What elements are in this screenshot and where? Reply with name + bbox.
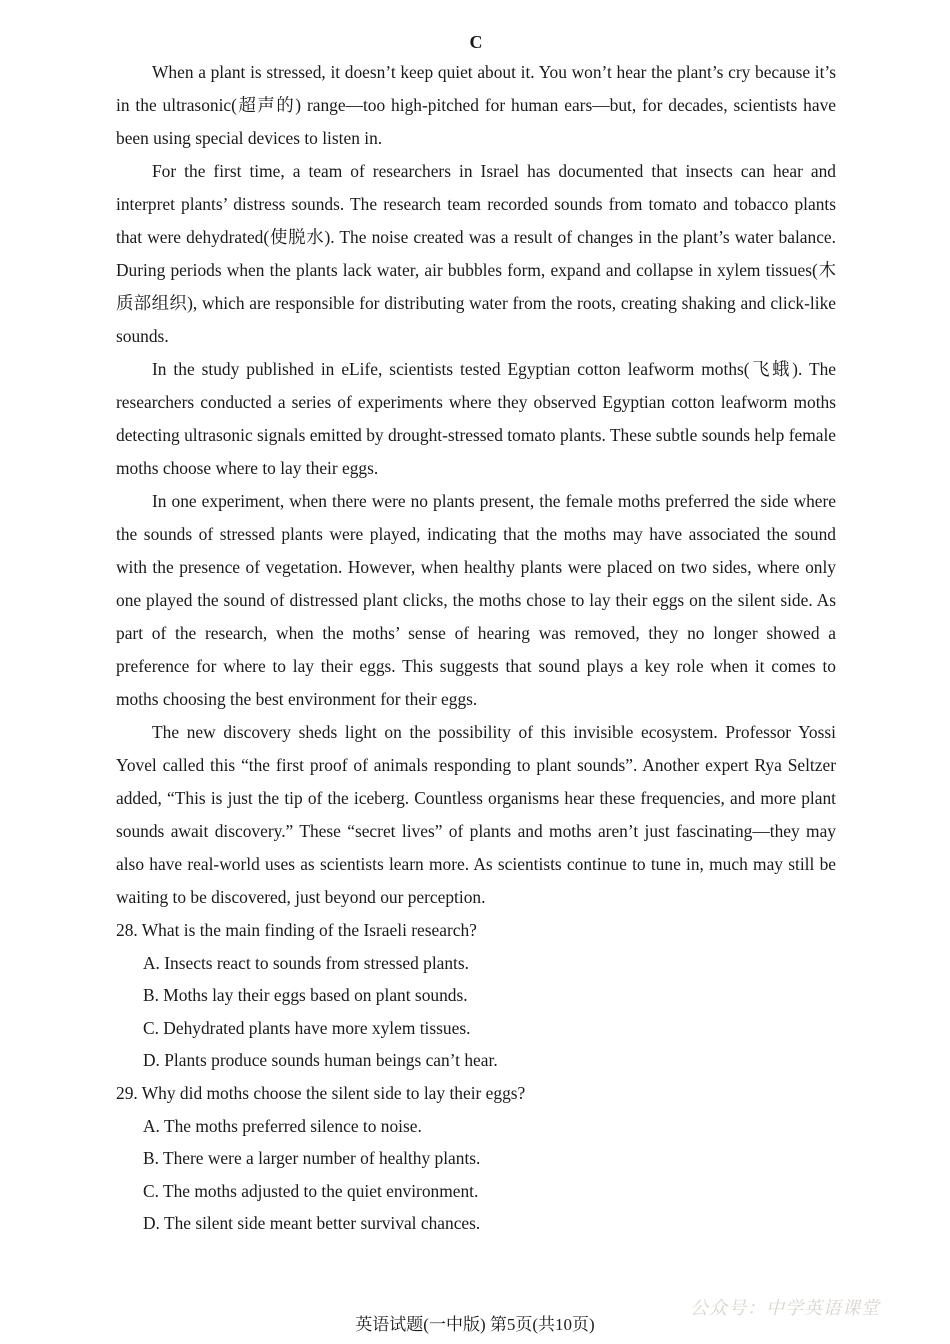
question-option-c: C. Dehydrated plants have more xylem tissues.: [143, 1017, 471, 1038]
question-28: [116, 914, 836, 1077]
question-option-c: C. The moths adjusted to the quiet environment.: [143, 1180, 479, 1201]
question-option-a: A. Insects react to sounds from stressed plants.: [143, 952, 470, 973]
passage-paragraph-3: In the study published in eLife, scientists tested Egyptian cotton leafworm moths(飞蛾). The researchers conducted a series of experiments where they observed Egyptian cotton leafworm moths detecting ultrasonic signals emitted by drought-stressed tomato plants. These subtle sounds help female moths choose where to lay their eggs.: [116, 359, 836, 478]
question-option-b: B. Moths lay their eggs based on plant sounds.: [143, 985, 468, 1006]
passage-paragraph-1: When a plant is stressed, it doesn’t keep quiet about it. You won’t hear the plant’s cry because it’s in the ultrasonic(超声的) range—too high-pitched for human ears—but, for decades, scientists have been using special devices to listen in.: [116, 62, 836, 148]
reading-passage: [116, 56, 836, 914]
question-option-a: A. The moths preferred silence to noise.: [143, 1115, 422, 1136]
exam-page: [116, 30, 836, 1240]
question-option-d: D. Plants produce sounds human beings can’t hear.: [143, 1050, 498, 1071]
question-stem: 28. What is the main finding of the Israeli research?: [116, 920, 477, 940]
section-letter: C: [469, 32, 483, 52]
passage-paragraph-2: For the first time, a team of researchers in Israel has documented that insects can hear and interpret plants’ distress sounds. The research team recorded sounds from tomato and tobacco plants that were dehydrated(使脱水). The noise created was a result of changes in the plant’s water balance. During periods when the plants lack water, air bubbles form, expand and collapse in xylem tissues(木质部组织), which are responsible for distributing water from the roots, creating shaking and click-like sounds.: [116, 161, 836, 346]
passage-paragraph-4: In one experiment, when there were no plants present, the female moths preferred the side where the sounds of stressed plants were played, indicating that the moths may have associated the sound with the presence of vegetation. However, when healthy plants were placed on two sides, where only one played the sound of distressed plant clicks, the moths chose to lay their eggs on the silent side. As part of the research, when the moths’ sense of hearing was removed, they no longer showed a preference for where to lay their eggs. This suggests that sound plays a key role when it comes to moths choosing the best environment for their eggs.: [116, 491, 836, 709]
question-stem: 29. Why did moths choose the silent side to lay their eggs?: [116, 1082, 526, 1103]
watermark: 公众号：中学英语课堂: [690, 1298, 880, 1318]
passage-paragraph-5: The new discovery sheds light on the possibility of this invisible ecosystem. Professor Yossi Yovel called this “the first proof of animals responding to plant sounds”. Another expert Rya Seltzer added, “This is just the tip of the iceberg. Countless organisms hear these frequencies, and more plant sounds await discovery.” These “secret lives” of plants and moths aren’t just fascinating—they may also have real-world uses as scientists learn more. As scientists continue to tune in, much may still be waiting to be discovered, just beyond our perception.: [116, 722, 836, 907]
question-option-b: B. There were a larger number of healthy plants.: [143, 1148, 481, 1169]
question-option-d: D. The silent side meant better survival chances.: [143, 1213, 481, 1234]
page-footer: 英语试题(一中版) 第5页(共10页): [355, 1315, 595, 1334]
question-29: [116, 1077, 836, 1240]
